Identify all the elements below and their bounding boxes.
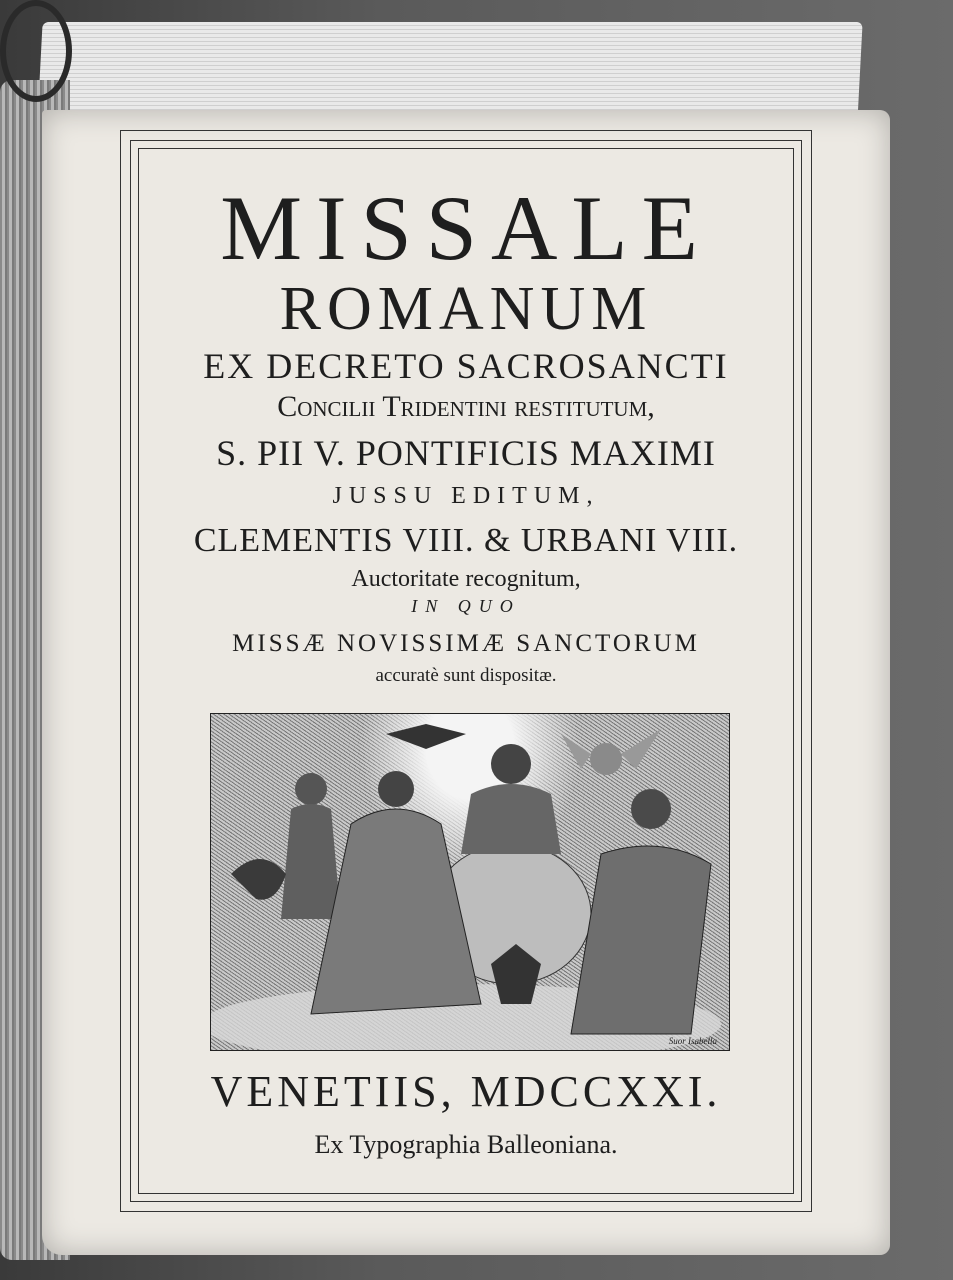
subtitle-jussu: JUSSU EDITUM, xyxy=(332,483,600,509)
subtitle-in-quo: IN QUO xyxy=(411,596,521,616)
binding-thread xyxy=(0,0,72,102)
engraver-signature: Suor Isabella xyxy=(668,1036,717,1046)
engraving-figures xyxy=(211,714,729,1050)
subtitle-auctoritate: Auctoritate recognitum, xyxy=(351,566,581,592)
subtitle-concilii: Concilii Tridentini restitutum, xyxy=(277,390,655,423)
page-block-edges xyxy=(37,22,862,122)
subtitle-clementis: CLEMENTIS VIII. & URBANI VIII. xyxy=(193,522,739,559)
subtitle-missae: MISSÆ NOVISSIMÆ SANCTORUM xyxy=(232,630,700,657)
subtitle-pontificis: S. PII V. PONTIFICIS MAXIMI xyxy=(216,433,716,473)
subtitle-accurate: accuratè sunt dispositæ. xyxy=(375,665,557,686)
subtitle-decreto: EX DECRETO SACROSANCTI xyxy=(203,346,729,386)
title-romanum: ROMANUM xyxy=(279,275,653,343)
imprint-printer: Ex Typographia Balleoniana. xyxy=(314,1130,618,1159)
imprint-place-date: VENETIIS, MDCCXXI. xyxy=(210,1067,722,1116)
title-page xyxy=(42,110,890,1255)
dove-icon xyxy=(386,724,466,749)
title-missale: MISSALE xyxy=(220,177,712,279)
evangelists-engraving xyxy=(210,713,730,1051)
